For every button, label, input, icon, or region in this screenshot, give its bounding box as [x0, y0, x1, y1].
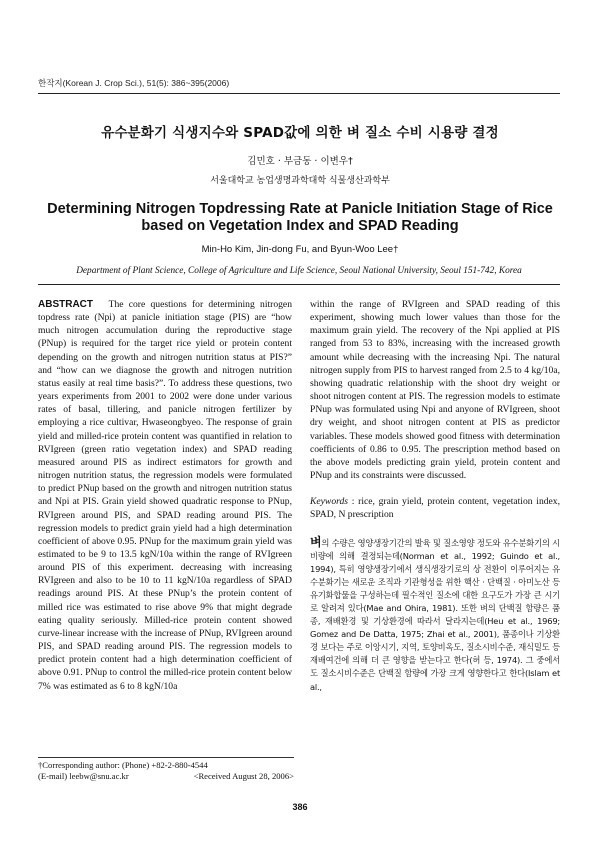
abstract-heading: ABSTRACT	[38, 299, 93, 310]
title-rule	[38, 284, 560, 285]
abstract-right-text: within the range of RVIgreen and SPAD reading of this experiment, showing much lower values than those for the maximum grain yield. The recovery of the Npi applied at PIS ranged from 53 to 83%, increasing with the increased growth amount while decreasing with the increasing Npi. The natural nitrogen supply from PIS to harvest ranged from 2.5 to 4 kg/10a, showing quadratic relationship with the shoot dry weight or shoot nitrogen content at PIS. The regression models to estimate PNup was formulated using Npi and anyone of RVIgreen, shoot dry weight, and shoot nitrogen content at PIS as predictor variables. These models showed good fitness with determination coefficients of 0.86 to 0.95. The prescription method based on the above models predicting grain yield, protein content and PNup and its constraints were discussed.	[310, 299, 560, 482]
footnote	[38, 757, 294, 782]
english-authors: Min-Ho Kim, Jin-dong Fu, and Byun-Woo Lee†	[201, 244, 399, 255]
korean-authors: 김민호 · 부금동 · 이변우†	[247, 156, 353, 167]
abstract-paragraph	[38, 298, 292, 693]
english-title: Determining Nitrogen Topdressing Rate at Panicle Initiation Stage of Rice based on Vegetation Index and SPAD Reading	[47, 201, 553, 234]
dropcap: 벼	[310, 534, 322, 549]
english-affiliation: Department of Plant Science, College of Agriculture and Life Science, Seoul National University, Seoul 151-742, Korea	[76, 266, 522, 276]
left-column	[38, 298, 292, 693]
keywords-paragraph	[310, 495, 560, 521]
korean-body-text: 의 수량은 영양생장기간의 발육 및 질소영양 정도와 유수분화기의 시비량에 의해 결정되는데(Norman et al., 1992; Guindo et al., 1994), 특히 영양생장기에서 생식생장기로의 상 전환이 이루어지는 유수분화기는 새로운 조직과 기관형성을 위한 핵산 · 단백질 · 아미노산 등 유기화합물을 구성하는데 필수적인 질소에 대한 요구도가 가장 큰 시기로 알려져 있다(Mae and Ohira, 1981). 또한 벼의 단백질 함량은 품종, 재배환경 및 기상환경에 따라서 달라지는데(Heu et al., 1969; Gomez and De Datta, 1975; Zhai et al., 2001), 품종이나 기상환경 보다는 주로 이앙시기, 지역, 토양비옥도, 질소시비수준, 재식밀도 등 재배여건에 의해 더 큰 영향을 받는다고 한다(허 등, 1974). 그 중에서도 질소시비수준은 단백질 함량에 가장 크게 영향한다고 한다(Islam et al.,	[310, 537, 560, 692]
header-rule	[38, 93, 560, 94]
korean-title: 유수분화기 식생지수와 SPAD값에 의한 벼 질소 수비 시용량 결정	[101, 125, 499, 141]
korean-affiliation: 서울대학교 농업생명과학대학 식물생산과학부	[210, 176, 390, 186]
right-column	[310, 298, 560, 694]
keywords-text: : rice, grain yield, protein content, vegetation index, SPAD, N prescription	[310, 496, 560, 521]
footnote-line-2	[38, 771, 294, 782]
korean-body-paragraph	[310, 536, 560, 694]
page-number: 386	[292, 802, 308, 812]
corresponding-author: †Corresponding author: (Phone) +82-2-880-4544	[38, 760, 208, 770]
journal-reference: 한작지(Korean J. Crop Sci.), 51(5): 386~395(2006)	[38, 78, 230, 88]
keywords-label: Keywords	[310, 496, 349, 508]
received-date: <Received August 28, 2006>	[193, 771, 294, 781]
abstract-left-text: The core questions for determining nitrogen topdress rate (Npi) at panicle initiation stage (PIS) are “how much nitrogen accumulation during the reproductive stage (PNup) is required for the target rice yield or protein content depending on the growth and nitrogen nutrition status at PIS?” and “how can we diagnose the growth and nitrogen nutrition status easily at real time basis?”. To address these questions, two years experiments from 2001 to 2002 were done under various rates of basal, tillering, and panicle nitrogen fertilizer by employing a rice cultivar, Hwaseongbyeo. The response of grain yield and milled-rice protein content was quantified in relation to RVIgreen (green ratio vegetation index) and SPAD reading measured around PIS as indirect estimators for growth and nitrogen nutrition status, the regression models were formulated to predict PNup based on the growth and nitrogen nutrition status and Npi at PIS. Grain yield showed quadratic response to PNup, RVIgreen around PIS, and SPAD reading around PIS. The regression models to predict grain yield had a high determination coefficient of above 0.95. PNup for the maximum grain yield was estimated to be 9 to 13.5 kgN/10a within the range of RVIgreen around PIS of this experiment. decreasing with increasing RVIgreen and also to be 10 to 11 kgN/10a regardless of SPAD readings around PIS. At these PNup’s the protein content of milled rice was estimated to rise above 9% that might degrade eating quality seriously. Milled-rice protein content showed curve-linear increase with the increase of PNup, RVIgreen around PIS, and SPAD reading around PIS. The regression models to predict protein content had a high determination coefficient of above 0.91. PNup to control the milled-rice protein content below 7% was estimated as 6 to 8 kgN/10a	[38, 299, 292, 692]
author-email: (E-mail) leebw@snu.ac.kr	[38, 771, 129, 781]
footnote-rule	[38, 757, 294, 758]
